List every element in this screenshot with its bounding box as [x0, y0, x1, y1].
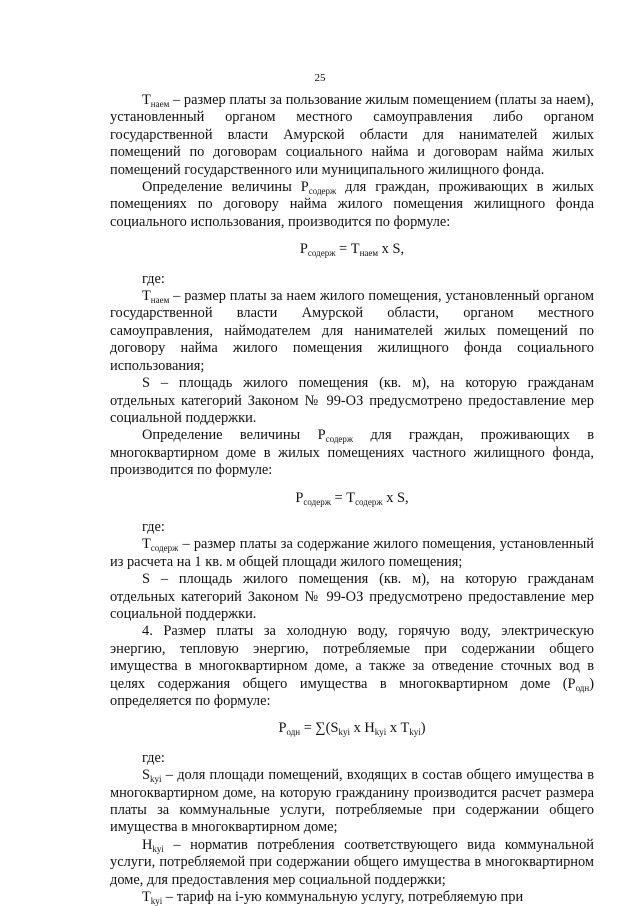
where-label: где:: [142, 270, 165, 287]
definition-area: S – площадь жилого помещения (кв. м), на которую гражданам отдельных категорий Законом № 99-ОЗ предусмотрено предоставление мер социальной поддержки.: [110, 571, 594, 622]
where-label: где:: [142, 518, 165, 535]
paragraph-social-use-intro: Определение величины $Р_{содерж}$ для граждан, проживающих в жилых помещениях по договору найма жилого помещения жилищного фонда социального использования, производится по формуле:: [110, 179, 594, 230]
definition-area: S – площадь жилого помещения (кв. м), на которую гражданам отдельных категорий Законом № 99-ОЗ предусмотрено предоставление мер социальной поддержки.: [110, 375, 594, 426]
formula-social-use: $Р_{содерж} = Т_{наем}$ x S,: [299, 241, 405, 259]
formula-private-fund: $Р_{содерж} = Т_{содерж}$ x S,: [295, 489, 409, 507]
document-body: [110, 92, 594, 906]
definition-tkyi: $Т_{kyi}$ – тариф на i-ую коммунальную услугу, потребляемую при: [142, 889, 524, 906]
paragraph-private-fund-intro: Определение величины $Р_{содерж}$ для граждан, проживающих в многоквартирном доме в жилых помещениях частного жилищного фонда, производится по формуле:: [110, 427, 595, 479]
page-number: 25: [314, 72, 326, 84]
definition-hkyi: $Н_{kyi}$ – норматив потребления соответствующего вида коммунальной услуги, потребляемой при содержании общего имущества в многоквартирном доме, для предоставления мер социальной поддержки;: [110, 836, 594, 888]
definition-skyi: $S_{kyi}$ – доля площади помещений, входящих в состав общего имущества в многоквартирном доме, на которую гражданину производится расчет размера платы за коммунальные услуги, потребляемые при содержании общего имущества в многоквартирном доме;: [110, 767, 594, 836]
paragraph-item-4: 4. Размер платы за холодную воду, горячую воду, электрическую энергию, тепловую энергию, потребляемые при содержании общего имущества в многоквартирном доме, а также за отведение сточных вод в целях содержания общего имущества в многоквартирном доме $(Р_{одн})$ определяется по формуле:: [110, 623, 594, 709]
formula-odn: $Р_{одн} = \sum(S_{kyi}$ x $H_{kyi}$ x $T_{kyi}$): [278, 720, 426, 738]
paragraph-tnaem-definition: $Т_{наем}$ – размер платы за пользование жилым помещением (платы за наем), установленный органом местного самоуправления либо органом государственной власти Амурской области для нанимателей жилых помещений по договорам социального найма и договорам найма жилых помещений государственного или муниципального жилищного фонда.: [110, 92, 594, 178]
where-label: где:: [142, 749, 165, 766]
definition-tnaem: $Т_{наем}$ – размер платы за наем жилого помещения, установленный органом государственной власти Амурской области, органом местного самоуправления, наймодателем для нанимателей жилых помещений по договору найма жилого помещения жилищного фонда социального использования;: [110, 288, 594, 374]
definition-tsoderzh: $Т_{содерж}$ – размер платы за содержание жилого помещения, установленный из расчета на 1 кв. м общей площади жилого помещения;: [110, 536, 594, 570]
